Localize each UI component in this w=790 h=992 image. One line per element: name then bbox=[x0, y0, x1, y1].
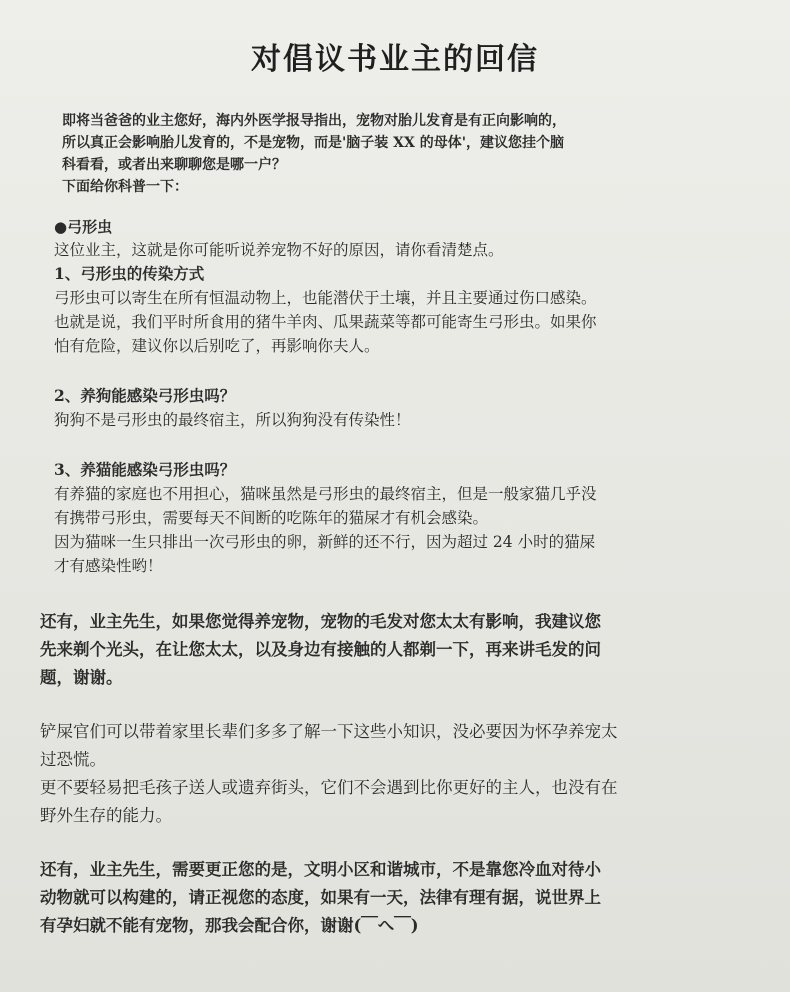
section-heading-toxoplasma: ●弓形虫 bbox=[54, 218, 113, 236]
subsection-title-cats: 3、养猫能感染弓形虫吗？ bbox=[54, 460, 236, 479]
subsection-line: 狗狗不是弓形虫的最终宿主，所以狗狗没有传染性！ bbox=[54, 411, 411, 429]
final-line: 有孕妇就不能有宠物，那我会配合你，谢谢(￣へ￣) bbox=[40, 916, 419, 935]
owners-line: 野外生存的能力。 bbox=[40, 806, 172, 825]
subsection-title-transmission: 1、弓形虫的传染方式 bbox=[54, 264, 205, 283]
intro-paragraph bbox=[40, 110, 750, 198]
hair-paragraph bbox=[40, 608, 750, 692]
intro-line: 科看看，或者出来聊聊您是哪一户？ bbox=[62, 157, 286, 173]
toxoplasma-lead: 这位业主，这就是你可能听说养宠物不好的原因，请你看清楚点。 bbox=[54, 241, 504, 259]
intro-line: 下面给你科普一下： bbox=[62, 179, 188, 195]
subsection-line: 也就是说，我们平时所食用的猪牛羊肉、瓜果蔬菜等都可能寄生弓形虫。如果你 bbox=[54, 313, 597, 331]
final-paragraph bbox=[40, 856, 750, 940]
subsection-line: 有携带弓形虫，需要每天不间断的吃陈年的猫屎才有机会感染。 bbox=[54, 509, 489, 527]
toxoplasma-section bbox=[40, 216, 750, 578]
owners-line: 更不要轻易把毛孩子送人或遗弃街头，它们不会遇到比你更好的主人，也没有在 bbox=[40, 778, 618, 797]
hair-line: 还有，业主先生，如果您觉得养宠物，宠物的毛发对您太太有影响，我建议您 bbox=[40, 612, 601, 631]
owners-line: 铲屎官们可以带着家里长辈们多多了解一下这些小知识，没必要因为怀孕养宠太 bbox=[40, 722, 618, 741]
subsection-line: 弓形虫可以寄生在所有恒温动物上，也能潜伏于土壤，并且主要通过伤口感染。 bbox=[54, 289, 597, 307]
final-line: 还有，业主先生，需要更正您的是，文明小区和谐城市，不是靠您冷血对待小 bbox=[40, 860, 601, 879]
intro-line: 即将当爸爸的业主您好，海内外医学报导指出，宠物对胎儿发育是有正向影响的， bbox=[62, 113, 566, 129]
subsection-title-dogs: 2、养狗能感染弓形虫吗？ bbox=[54, 386, 236, 405]
owners-line: 过恐慌。 bbox=[40, 750, 106, 769]
hair-line: 先来剃个光头，在让您太太，以及身边有接触的人都剃一下，再来讲毛发的问 bbox=[40, 640, 601, 659]
subsection-line: 怕有危险，建议你以后别吃了，再影响你夫人。 bbox=[54, 337, 380, 355]
intro-line: 所以真正会影响胎儿发育的，不是宠物，而是'脑子装 XX 的母体'，建议您挂个脑 bbox=[62, 135, 565, 151]
hair-line: 题，谢谢。 bbox=[40, 668, 123, 687]
subsection-line: 才有感染性哟！ bbox=[54, 557, 163, 575]
subsection-line: 因为猫咪一生只排出一次弓形虫的卵，新鲜的还不行，因为超过 24 小时的猫屎 bbox=[54, 533, 596, 551]
page-title: 对倡议书业主的回信 bbox=[251, 42, 539, 77]
subsection-line: 有养猫的家庭也不用担心，猫咪虽然是弓形虫的最终宿主，但是一般家猫几乎没 bbox=[54, 485, 597, 503]
owners-paragraph bbox=[40, 718, 750, 830]
final-line: 动物就可以构建的，请正视您的态度，如果有一天，法律有理有据，说世界上 bbox=[40, 888, 601, 907]
